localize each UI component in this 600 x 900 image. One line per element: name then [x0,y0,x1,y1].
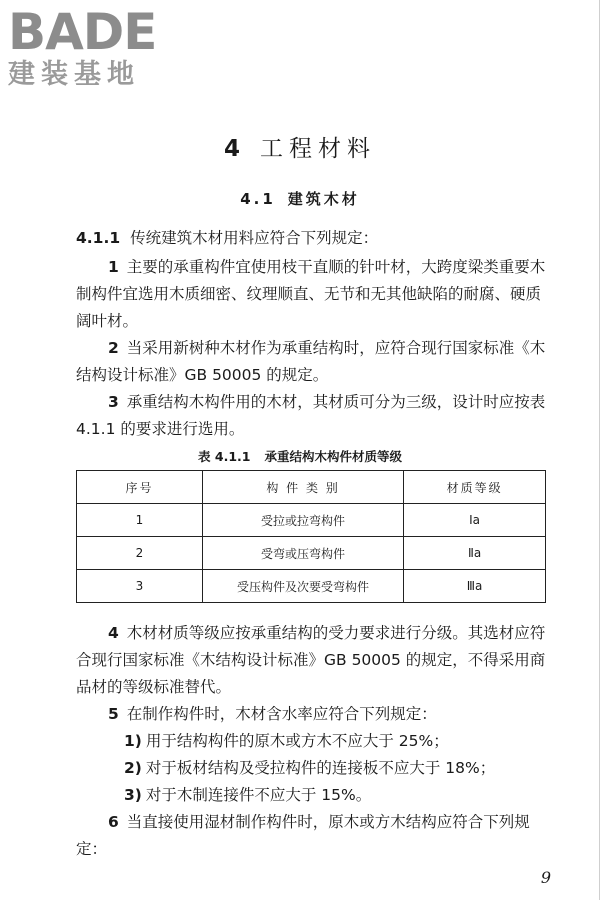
table-cell: Ⅲa [404,570,546,603]
item-number: 1 [108,258,119,276]
item-text: 当采用新树种木材作为承重结构时，应符合现行国家标准《木结构设计标准》GB 50005 的规定。 [76,339,546,384]
clause-heading [76,226,556,248]
item-number: 3 [108,393,119,411]
column-header: 序号 [77,471,203,504]
section-heading [0,188,600,209]
sub-item [76,782,546,809]
item-text: 主要的承重构件宜使用枝干直顺的针叶材，大跨度梁类重要木制构件宜选用木质细密、纹理顺直、无节和无其他缺陷的耐腐、硬质阔叶材。 [76,258,546,330]
sub-item-number: 3) [124,786,142,804]
sub-item-text: 用于结构构件的原木或方木不应大于 25%； [145,732,449,750]
section-number: 4.1 [240,190,276,208]
sub-item-text: 对于板材结构及受拉构件的连接板不应大于 18%； [145,759,496,777]
item-text: 在制作构件时，木材含水率应符合下列规定： [126,705,437,723]
brand-logo-text: BADE [8,3,157,61]
list-item [76,254,546,335]
item-number: 5 [108,705,119,723]
column-header: 材质等级 [404,471,546,504]
list-item [76,809,546,863]
section-title: 建筑木材 [287,190,360,208]
clause-items [76,254,546,443]
table-row [77,570,546,603]
table-caption-title: 承重结构木构件材质等级 [264,449,402,464]
table-cell: 2 [77,537,203,570]
chapter-number: 4 [223,136,246,162]
list-item [76,620,546,701]
table-cell: Ⅰa [404,504,546,537]
table-cell: 受压构件及次要受弯构件 [202,570,403,603]
table-cell: 受拉或拉弯构件 [202,504,403,537]
list-item [76,701,546,728]
table-cell: 1 [77,504,203,537]
table-cell: Ⅱa [404,537,546,570]
item-text: 承重结构木构件用的木材，其材质可分为三级，设计时应按表 4.1.1 的要求进行选用。 [76,393,546,438]
clause-text: 传统建筑木材用料应符合下列规定： [130,229,379,247]
chapter-title: 工程材料 [260,136,376,162]
item-number: 6 [108,813,119,831]
sub-item [76,755,546,782]
post-table-items [76,620,546,863]
table-caption [0,447,600,465]
item-text: 木材材质等级应按承重结构的受力要求进行分级。其选材应符合现行国家标准《木结构设计标准》GB 50005 的规定，不得采用商品材的等级标准替代。 [76,624,546,696]
item-text: 当直接使用湿材制作构件时，原木或方木结构应符合下列规定： [76,813,530,858]
table-cell: 3 [77,570,203,603]
clause-number: 4.1.1 [76,229,121,247]
column-header: 构 件 类 别 [202,471,403,504]
sub-item-text: 对于木制连接件不应大于 15%。 [145,786,372,804]
item-number: 2 [108,339,119,357]
material-grade-table [76,470,546,603]
table-caption-number: 表 4.1.1 [198,449,251,464]
chapter-heading [0,130,600,163]
sub-item [76,728,546,755]
sub-item-number: 1) [124,732,142,750]
sub-item-number: 2) [124,759,142,777]
table-row [77,504,546,537]
list-item [76,335,546,389]
item-number: 4 [108,624,119,642]
table-row [77,537,546,570]
brand-watermark [8,3,178,90]
page-number: 9 [540,868,551,887]
brand-logo-subtitle: 建装基地 [8,59,140,90]
table-cell: 受弯或压弯构件 [202,537,403,570]
list-item [76,389,546,443]
table-header-row [77,471,546,504]
